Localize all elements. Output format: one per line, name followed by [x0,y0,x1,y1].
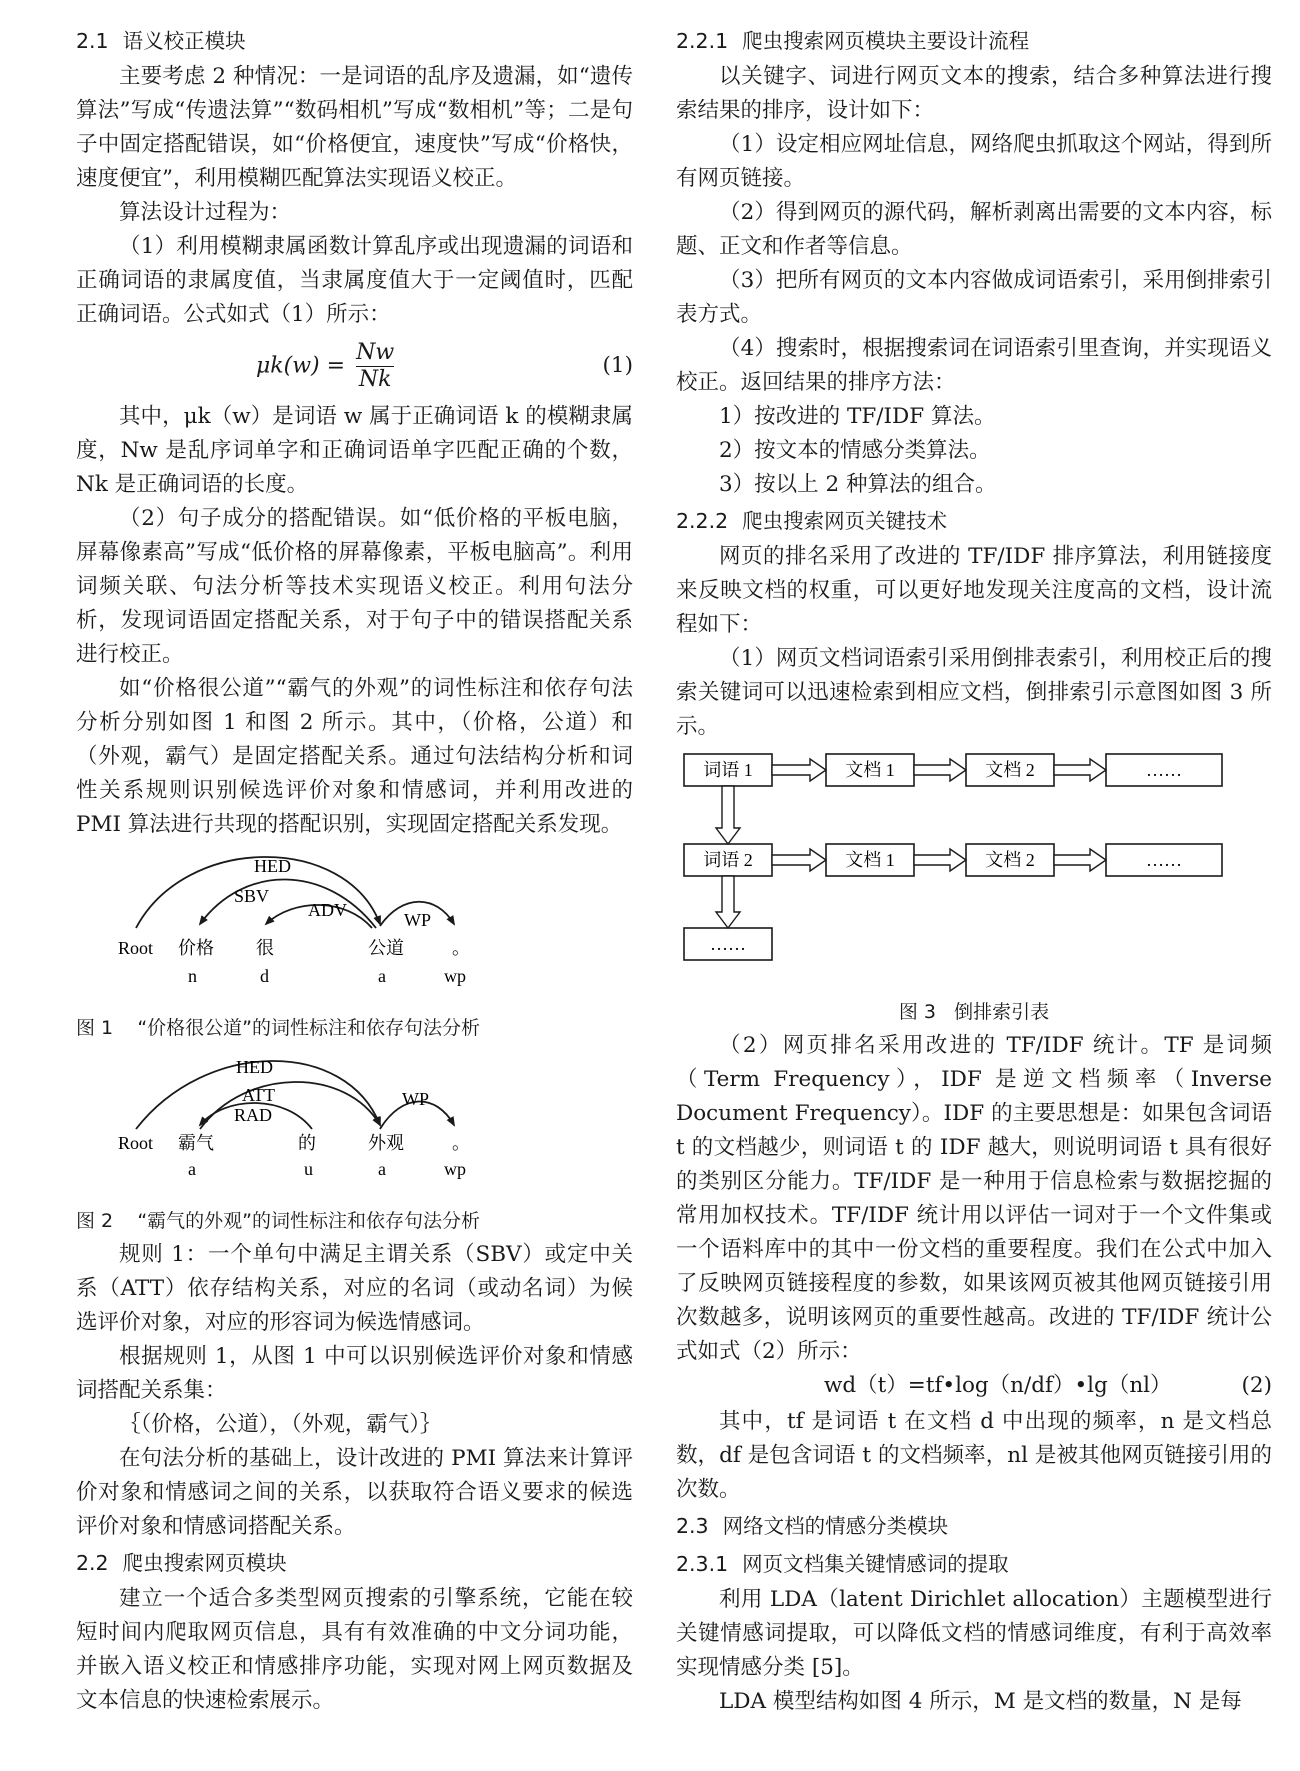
caption-label: 图 2 [76,1210,114,1232]
pos-tag: a [378,1159,386,1179]
section-number: 2.3 [676,1514,709,1538]
paragraph: 规则 1：一个单句中满足主谓关系（SBV）或定中关系（ATT）依存结构关系，对应的名词（或动名词）为候选评价对象，对应的形容词为候选情感词。 [76,1242,633,1335]
pos-tag: wp [444,1159,466,1179]
pos-tag: wp [444,966,466,986]
pos-tag: a [378,966,386,986]
pos-tag: n [188,966,197,986]
paragraph: 网页的排名采用了改进的 TF/IDF 排序算法，利用链接度来反映文档的权重，可以更好地发现关注度高的文档，设计流程如下： [676,544,1272,637]
paragraph: 建立一个适合多类型网页搜索的引擎系统，它能在较短时间内爬取网页信息，具有有效准确的中文分词功能，并嵌入语义校正和情感排序功能，实现对网上网页数据及文本信息的快速检索展示。 [76,1586,633,1713]
word: 的 [298,1133,316,1153]
paragraph: 在句法分析的基础上，设计改进的 PMI 算法来计算评价对象和情感词之间的关系，以获取符合语义要求的候选评价对象和情感词搭配关系。 [76,1446,633,1539]
word: 价格 [178,938,214,958]
paragraph: （1）利用模糊隶属函数计算乱序或出现遗漏的词语和正确词语的隶属度值，当隶属度值大于一定阈值时，匹配正确词语。公式如式（1）所示： [76,234,633,327]
paragraph: （4）搜索时，根据搜索词在词语索引里查询，并实现语义校正。返回结果的排序方法： [676,336,1272,395]
caption-text: “霸气的外观”的词性标注和依存句法分析 [137,1210,481,1232]
box-label: 文档 1 [845,760,895,780]
inverted-index-diagram [676,744,1272,984]
list-item: 1）按改进的 TF/IDF 算法。 [719,404,996,429]
box-label: 词语 1 [703,760,753,780]
paragraph: 如“价格很公道”“霸气的外观”的词性标注和依存句法分析分别如图 1 和图 2 所示。其中，（价格，公道）和（外观，霸气）是固定搭配关系。通过句法结构分析和词性关系规则识别候选评价对象和情感词，并利用改进的 PMI 算法进行共现的搭配识别，实现固定搭配关系发现。 [76,676,633,837]
paragraph: 以关键字、词进行网页文本的搜索，结合多种算法进行搜索结果的排序，设计如下： [676,64,1272,123]
paragraph: 利用 LDA（latent Dirichlet allocation）主题模型进行关键情感词提取，可以降低文档的情感词维度，有利于高效率实现情感分类 [5]。 [676,1587,1272,1680]
pos-tag: d [260,966,269,986]
box-label: …… [710,934,746,954]
left-column [76,22,633,1718]
section-heading-2-3 [676,1507,1272,1545]
figure-caption [676,995,1272,1029]
pos-tag: a [188,1159,196,1179]
figure-caption [76,1011,633,1045]
paragraph: 算法设计过程为： [119,200,292,225]
fraction-denominator: Nk [356,366,394,393]
equation-number: (2) [1241,1373,1272,1398]
arc-label: WP [404,910,431,930]
arrow-down [716,876,740,928]
paragraph: 根据规则 1，从图 1 中可以识别候选评价对象和情感词搭配关系集： [76,1344,633,1403]
arrow-right [1054,849,1106,871]
arc-label: ADV [308,900,347,920]
formula-lhs: μk(w) = [256,353,346,379]
arc-sbv [200,879,376,928]
dependency-diagram [76,842,633,1000]
arrow-right [914,759,966,781]
paragraph: LDA 模型结构如图 4 所示，M 是文档的数量，N 是每 [719,1689,1242,1714]
paragraph: （2）句子成分的搭配错误。如“低价格的平板电脑，屏幕像素高”写成“低价格的屏幕像素，平板电脑高”。利用词频关联、句法分析等技术实现语义校正。利用句法分析，发现词语固定搭配关系，对于句子中的错误搭配关系进行校正。 [76,506,633,667]
arc-att [200,1082,380,1129]
formula-2 [676,1369,1272,1405]
box-label: …… [1146,850,1182,870]
section-heading-2-2-2 [676,502,1272,540]
equation-number: (1) [602,353,633,378]
section-title: 爬虫搜索网页模块 [122,1551,287,1575]
fraction-numerator: Nw [356,340,395,365]
paragraph: （3）把所有网页的文本内容做成词语索引，采用倒排索引表方式。 [676,268,1272,327]
arrow-right [1054,759,1106,781]
word: Root [118,938,154,958]
section-number: 2.2.1 [676,29,729,53]
word: 外观 [368,1133,404,1153]
section-heading-2-1 [76,22,633,60]
arc-label: SBV [234,886,270,906]
section-heading-2-2-1 [676,22,1272,60]
arrow-right [772,759,826,781]
section-number: 2.3.1 [676,1552,729,1576]
word: 。 [452,1133,470,1153]
section-number: 2.2 [76,1551,109,1575]
arc-label: RAD [234,1105,273,1125]
figure-1 [76,842,633,1045]
paragraph: 其中，tf 是词语 t 在文档 d 中出现的频率，n 是文档总数，df 是包含词语 t 的文档频率，nl 是被其他网页链接引用的次数。 [676,1409,1272,1502]
figure-3 [676,744,1272,1029]
section-title: 网络文档的情感分类模块 [722,1514,949,1538]
formula-1 [76,332,633,400]
section-title: 语义校正模块 [122,29,246,53]
section-title: 爬虫搜索网页关键技术 [742,509,948,533]
arc-label: ATT [242,1085,275,1105]
word: 公道 [368,938,404,958]
figure-2 [76,1045,633,1238]
paragraph: （1）网页文档词语索引采用倒排表索引，利用校正后的搜索关键词可以迅速检索到相应文档，倒排索引示意图如图 3 所示。 [676,646,1272,739]
arrow-down [716,786,740,844]
caption-text: “价格很公道”的词性标注和依存句法分析 [137,1017,481,1039]
word: 。 [452,938,470,958]
paragraph: （2）网页排名采用改进的 TF/IDF 统计。TF 是词频（Term Frequency），IDF 是逆文档频率（Inverse Document Frequency）。IDF 的主要思想是：如果包含词语 t 的文档越少，则词语 t 的 IDF 越大，则说明词语 t 具有很好的类别区分能力。TF/IDF 是一种用于信息检索与数据挖掘的常用加权技术。TF/IDF 统计用以评估一词对于一个文件集或一个语料库中的其中一份文档的重要程度。我们在公式中加入了反映网页链接程度的参数，如果该网页被其他网页链接引用次数越多，说明该网页的重要性越高。改进的 TF/IDF 统计公式如式（2）所示： [676,1033,1272,1364]
box-label: 词语 2 [703,850,753,870]
word: 霸气 [178,1133,214,1153]
caption-label: 图 1 [76,1017,114,1039]
box-label: 文档 2 [985,850,1035,870]
section-heading-2-3-1 [676,1545,1272,1583]
figure-caption [76,1204,633,1238]
caption-text: 倒排索引表 [954,1001,1050,1023]
list-item: 2）按文本的情感分类算法。 [719,438,991,463]
section-number: 2.1 [76,29,109,53]
box-label: 文档 1 [845,850,895,870]
pos-tag: u [304,1159,313,1179]
right-column [676,22,1272,1719]
box-label: 文档 2 [985,760,1035,780]
arrow-right [914,849,966,871]
formula-expression [256,340,394,393]
word: Root [118,1133,154,1153]
section-number: 2.2.2 [676,509,729,533]
paragraph: ｛（价格，公道），（外观，霸气）｝ [119,1412,442,1437]
box-label: …… [1146,760,1182,780]
fraction [356,340,394,393]
arrow-right [772,849,826,871]
arc-label: HED [254,856,291,876]
section-title: 网页文档集关键情感词的提取 [742,1552,1009,1576]
list-item: 3）按以上 2 种算法的组合。 [719,472,997,497]
word: 很 [256,938,274,958]
paragraph: （1）设定相应网址信息，网络爬虫抓取这个网站，得到所有网页链接。 [676,132,1272,191]
caption-label: 图 3 [898,1001,936,1023]
section-title: 爬虫搜索网页模块主要设计流程 [742,29,1030,53]
formula-expression: wd（t）=tf•log（n/df）•lg（nl） [824,1373,1172,1398]
arc-label: HED [236,1057,273,1077]
section-heading-2-2 [76,1544,633,1582]
arc-label: WP [402,1089,429,1109]
paragraph: 主要考虑 2 种情况：一是词语的乱序及遗漏，如“遗传算法”写成“传遗法算”“数码相机”写成“数相机”等；二是句子中固定搭配错误，如“价格便宜，速度快”写成“价格快，速度便宜”，利用模糊匹配算法实现语义校正。 [76,64,633,191]
dependency-diagram [76,1045,633,1193]
paragraph: （2）得到网页的源代码，解析剥离出需要的文本内容，标题、正文和作者等信息。 [676,200,1272,259]
paragraph: 其中，μk（w）是词语 w 属于正确词语 k 的模糊隶属度，Nw 是乱序词单字和正确词语单字匹配正确的个数，Nk 是正确词语的长度。 [76,404,633,497]
